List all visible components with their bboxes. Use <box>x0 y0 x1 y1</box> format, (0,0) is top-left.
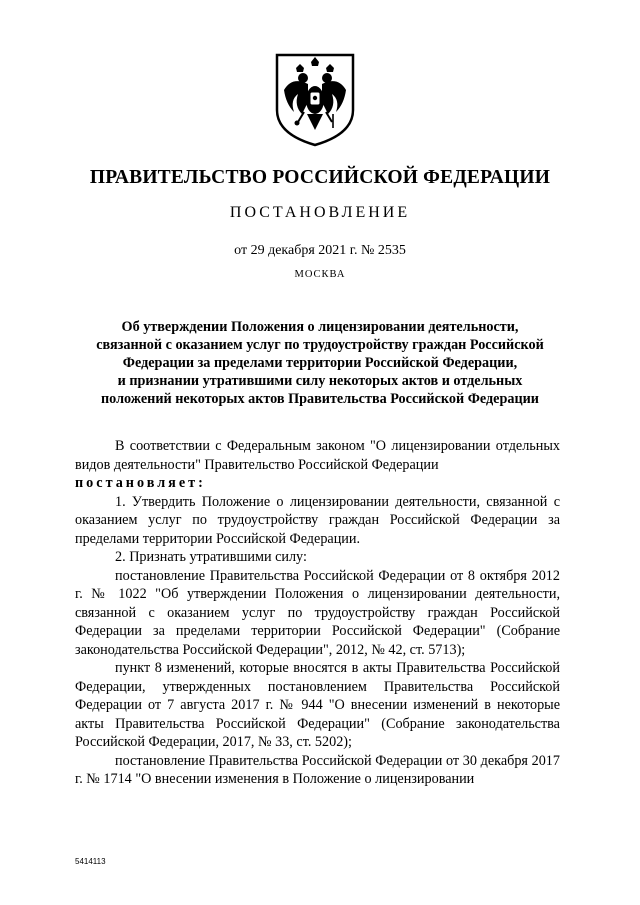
intro-paragraph: В соответствии с Федеральным законом "О лицензировании отдельных видов деятельности" Правительство Российской Федерации <box>75 438 560 473</box>
document-date-number: от 29 декабря 2021 г. № 2535 <box>234 243 406 258</box>
government-title: ПРАВИТЕЛЬСТВО РОССИЙСКОЙ ФЕДЕРАЦИИ <box>89 167 551 188</box>
heading-line: Об утверждении Положения о лицензировании деятельности, <box>121 319 519 335</box>
document-type: ПОСТАНОВЛЕНИЕ <box>229 204 411 221</box>
document-body <box>75 437 560 789</box>
item-2-paragraph: 2. Признать утратившими силу: <box>115 549 307 565</box>
repealed-act-1: постановление Правительства Российской Федерации от 8 октября 2012 г. № 1022 "Об утверждении Положения о лицензировании деятельности, связанной с оказанием услуг по трудоустройству граждан Российской Федерации за пределами территории Российской Федерации" (Собрание законодательства Российской Федерации", 2012, № 42, ст. 5713); <box>75 567 560 658</box>
heading-line: Федерации за пределами территории Российской Федерации, <box>122 355 518 371</box>
heading-line: связанной с оказанием услуг по трудоустройству граждан Российской <box>96 337 544 353</box>
russian-coat-of-arms-icon <box>274 52 356 148</box>
heading-line: положений некоторых актов Правительства Российской Федерации <box>101 391 539 407</box>
decrees-word: постановляет: <box>75 475 206 491</box>
heading-line: и признании утратившими силу некоторых актов и отдельных <box>117 373 523 389</box>
item-1-paragraph: 1. Утвердить Положение о лицензировании деятельности, связанной с оказанием услуг по трудоустройству граждан Российской Федерации за пределами территории Российской Федерации. <box>75 493 560 547</box>
repealed-act-3: постановление Правительства Российской Федерации от 30 декабря 2017 г. № 1714 "О внесении изменения в Положение о лицензировании <box>75 752 560 787</box>
repealed-act-2: пункт 8 изменений, которые вносятся в акты Правительства Российской Федерации, утвержденных постановлением Правительства Российской Федерации от 7 августа 2017 г. № 944 "О внесении изменений в некоторые акты Правительства Российской Федерации" (Собрание законодательства Российской Федерации, 2017, № 33, ст. 5202); <box>75 660 560 750</box>
document-code: 5414113 <box>75 857 106 866</box>
document-heading <box>70 318 570 408</box>
document-city: МОСКВА <box>294 269 346 280</box>
